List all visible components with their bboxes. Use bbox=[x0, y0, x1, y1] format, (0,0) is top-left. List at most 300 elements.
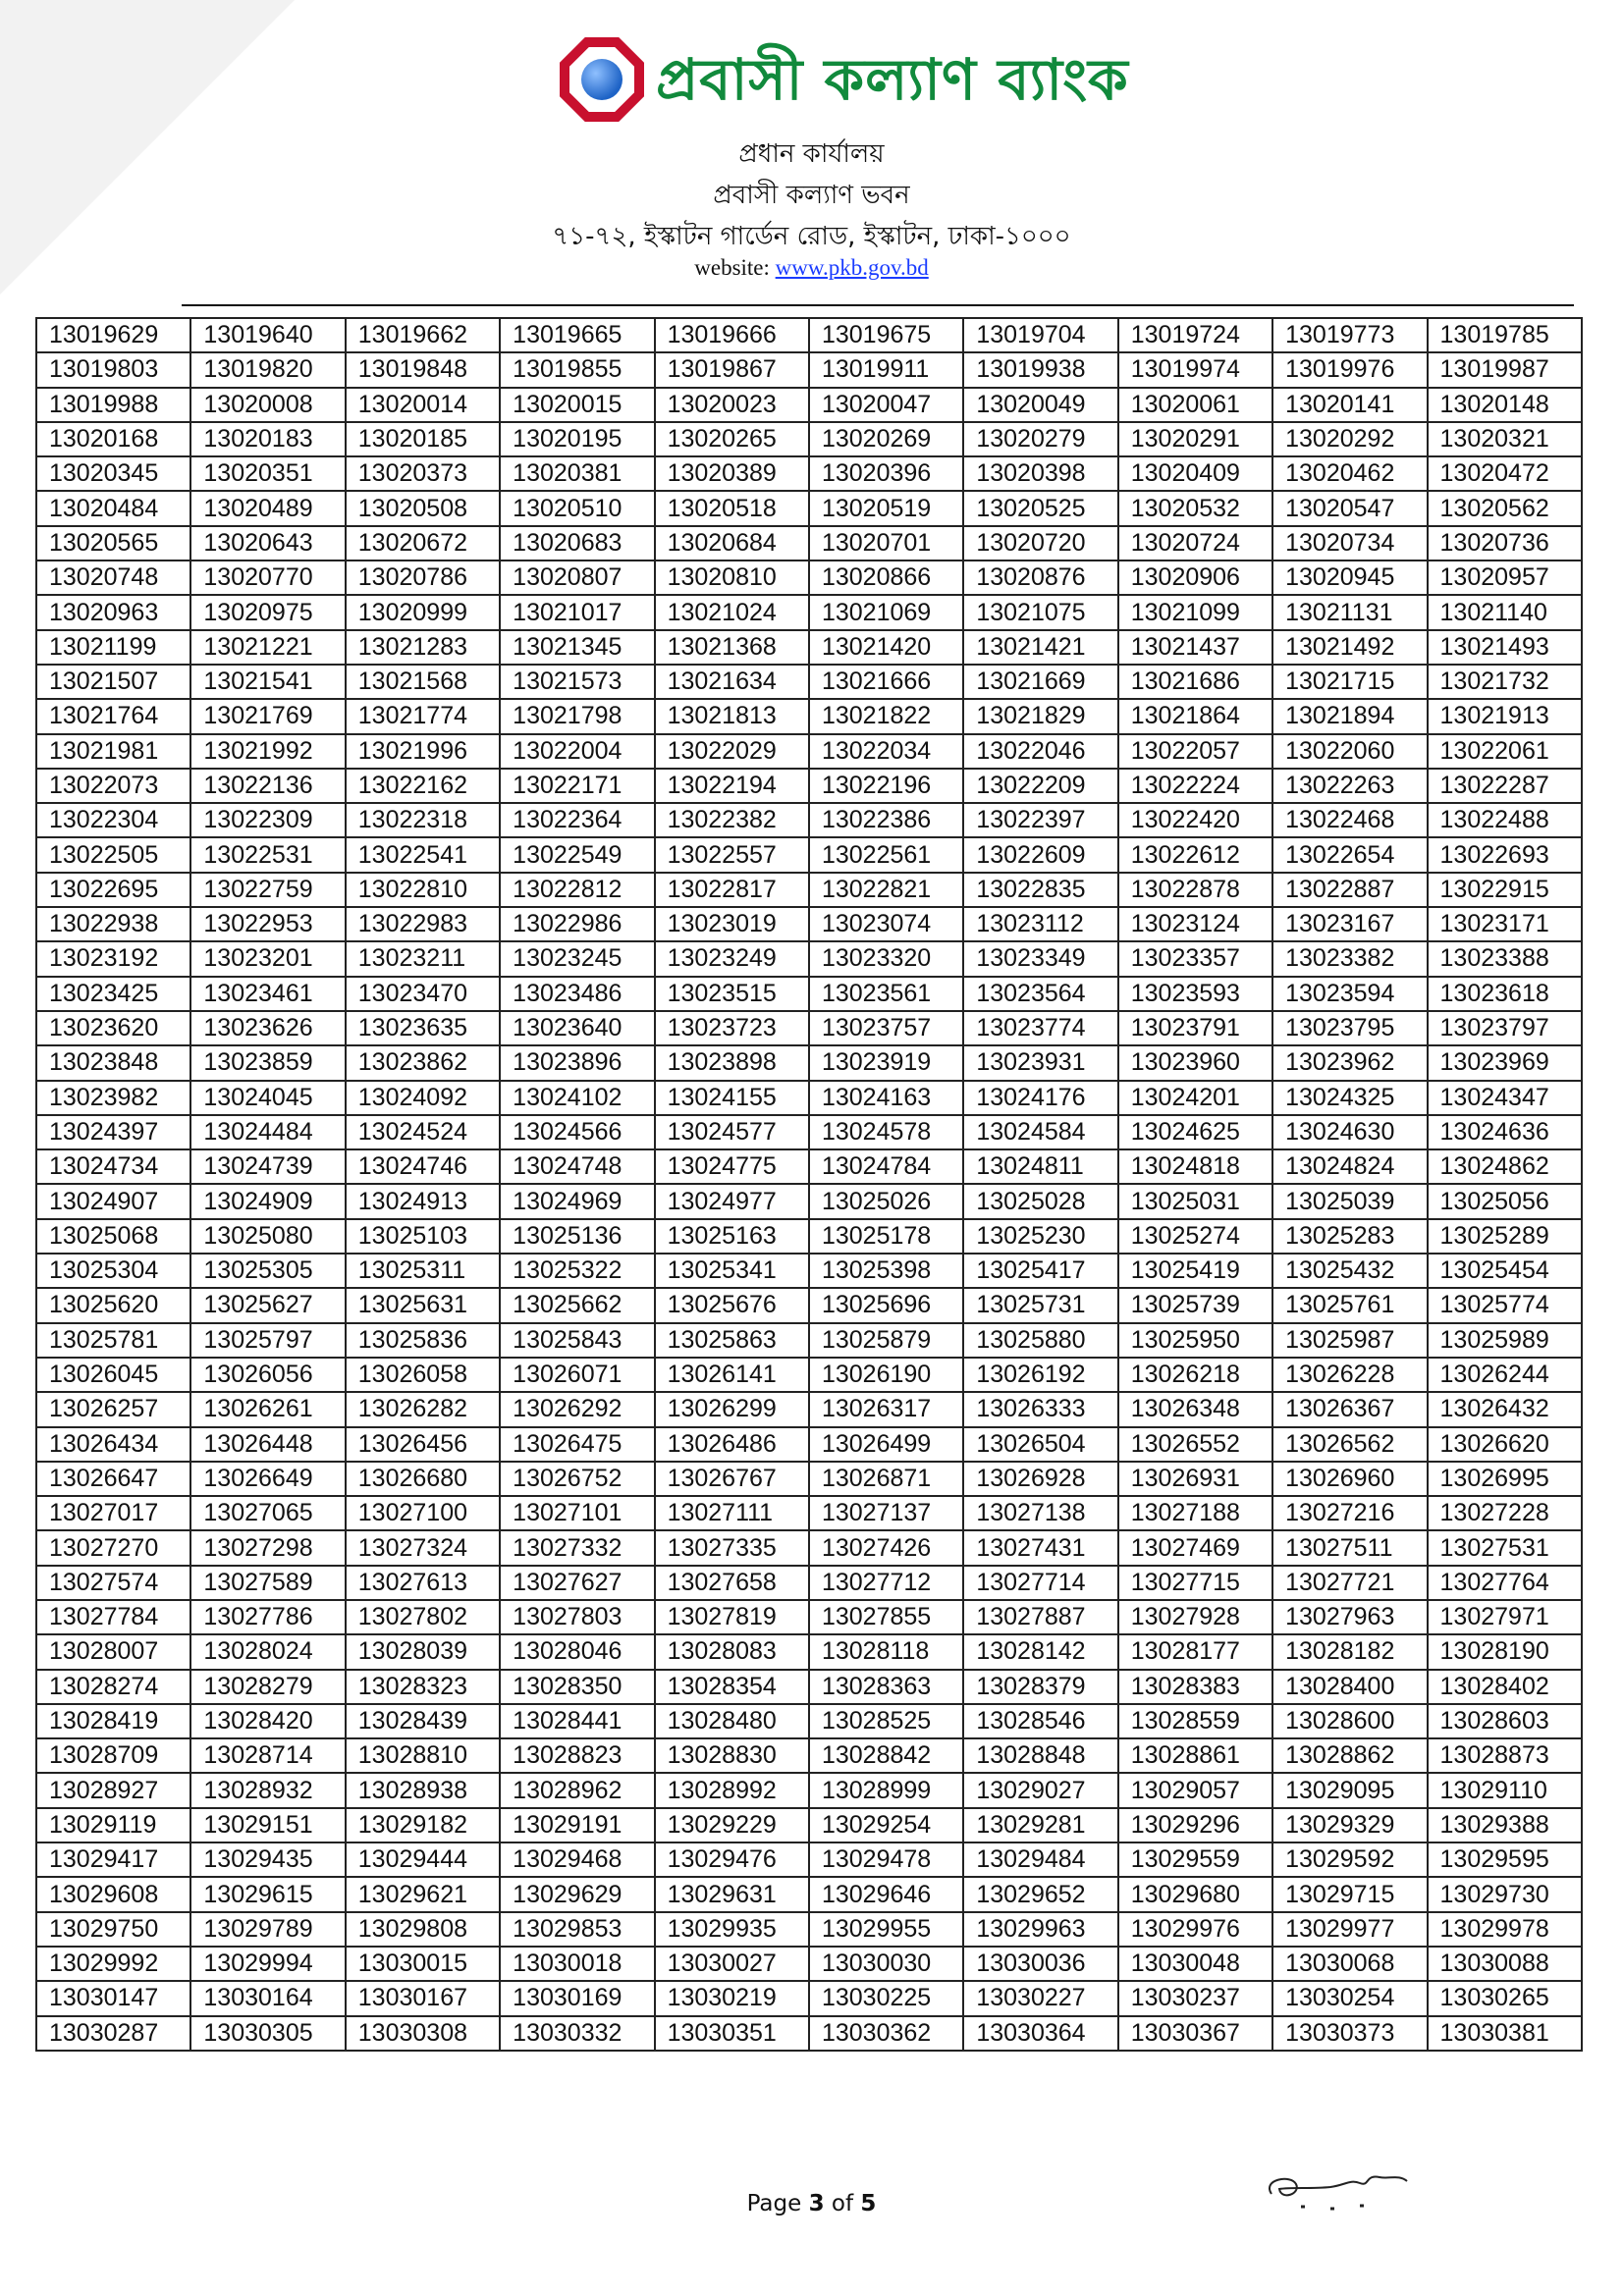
table-cell: 13020876 bbox=[963, 561, 1117, 595]
table-row bbox=[36, 526, 1582, 561]
table-cell: 13026928 bbox=[963, 1462, 1117, 1496]
table-row bbox=[36, 1288, 1582, 1322]
table-cell: 13020292 bbox=[1272, 422, 1427, 456]
table-cell: 13020643 bbox=[190, 526, 345, 561]
table-cell: 13025274 bbox=[1118, 1219, 1272, 1254]
table-cell: 13026432 bbox=[1428, 1392, 1582, 1426]
table-cell: 13021492 bbox=[1272, 630, 1427, 665]
table-cell: 13024977 bbox=[655, 1184, 809, 1218]
table-cell: 13029631 bbox=[655, 1877, 809, 1911]
table-cell: 13021634 bbox=[655, 665, 809, 699]
table-cell: 13025731 bbox=[963, 1288, 1117, 1322]
table-cell: 13021669 bbox=[963, 665, 1117, 699]
table-cell: 13022609 bbox=[963, 837, 1117, 872]
table-row bbox=[36, 1184, 1582, 1218]
table-cell: 13020014 bbox=[346, 388, 500, 422]
table-cell: 13026071 bbox=[500, 1358, 654, 1392]
table-cell: 13025696 bbox=[809, 1288, 963, 1322]
table-cell: 13027531 bbox=[1428, 1530, 1582, 1565]
table-cell: 13020484 bbox=[36, 491, 190, 525]
table-cell: 13022654 bbox=[1272, 837, 1427, 872]
page-of: of bbox=[824, 2191, 861, 2216]
table-cell: 13023960 bbox=[1118, 1045, 1272, 1080]
table-cell: 13020720 bbox=[963, 526, 1117, 561]
table-cell: 13022541 bbox=[346, 837, 500, 872]
table-cell: 13022812 bbox=[500, 873, 654, 907]
table-cell: 13030362 bbox=[809, 2016, 963, 2051]
table-cell: 13025178 bbox=[809, 1219, 963, 1254]
table-cell: 13027574 bbox=[36, 1566, 190, 1600]
table-cell: 13020195 bbox=[500, 422, 654, 456]
table-cell: 13027589 bbox=[190, 1566, 345, 1600]
table-cell: 13030015 bbox=[346, 1947, 500, 1981]
table-cell: 13030265 bbox=[1428, 1981, 1582, 2015]
page-indicator bbox=[0, 2191, 1623, 2216]
table-cell: 13020396 bbox=[809, 456, 963, 491]
table-cell: 13020008 bbox=[190, 388, 345, 422]
table-cell: 13028379 bbox=[963, 1670, 1117, 1704]
table-cell: 13028441 bbox=[500, 1704, 654, 1738]
table-cell: 13028999 bbox=[809, 1773, 963, 1807]
table-cell: 13026931 bbox=[1118, 1462, 1272, 1496]
table-cell: 13020547 bbox=[1272, 491, 1427, 525]
table-cell: 13025879 bbox=[809, 1323, 963, 1358]
table-cell: 13030227 bbox=[963, 1981, 1117, 2015]
table-cell: 13019820 bbox=[190, 352, 345, 387]
table-cell: 13021774 bbox=[346, 699, 500, 733]
table-cell: 13024734 bbox=[36, 1149, 190, 1184]
table-row bbox=[36, 422, 1582, 456]
table-row bbox=[36, 1773, 1582, 1807]
table-cell: 13029629 bbox=[500, 1877, 654, 1911]
table-cell: 13028603 bbox=[1428, 1704, 1582, 1738]
table-cell: 13021024 bbox=[655, 595, 809, 629]
table-cell: 13028039 bbox=[346, 1634, 500, 1669]
table-cell: 13027887 bbox=[963, 1600, 1117, 1634]
table-cell: 13021829 bbox=[963, 699, 1117, 733]
table-row bbox=[36, 977, 1582, 1011]
table-cell: 13022397 bbox=[963, 803, 1117, 837]
table-cell: 13029750 bbox=[36, 1912, 190, 1947]
table-cell: 13021099 bbox=[1118, 595, 1272, 629]
table-cell: 13021131 bbox=[1272, 595, 1427, 629]
table-cell: 13025987 bbox=[1272, 1323, 1427, 1358]
table-cell: 13023982 bbox=[36, 1081, 190, 1115]
table-cell: 13025136 bbox=[500, 1219, 654, 1254]
table-cell: 13028480 bbox=[655, 1704, 809, 1738]
table-cell: 13024347 bbox=[1428, 1081, 1582, 1115]
table-cell: 13027270 bbox=[36, 1530, 190, 1565]
table-cell: 13028714 bbox=[190, 1738, 345, 1773]
table-cell: 13024484 bbox=[190, 1115, 345, 1149]
table-cell: 13027803 bbox=[500, 1600, 654, 1634]
table-cell: 13030167 bbox=[346, 1981, 500, 2015]
table-row bbox=[36, 595, 1582, 629]
table-cell: 13025627 bbox=[190, 1288, 345, 1322]
table-cell: 13023896 bbox=[500, 1045, 654, 1080]
table-cell: 13022034 bbox=[809, 734, 963, 769]
table-cell: 13027971 bbox=[1428, 1600, 1582, 1634]
table-cell: 13020508 bbox=[346, 491, 500, 525]
table-cell: 13019987 bbox=[1428, 352, 1582, 387]
table-cell: 13021507 bbox=[36, 665, 190, 699]
table-cell: 13028274 bbox=[36, 1670, 190, 1704]
table-cell: 13027188 bbox=[1118, 1496, 1272, 1530]
table-cell: 13020510 bbox=[500, 491, 654, 525]
table-cell: 13019666 bbox=[655, 318, 809, 352]
table-cell: 13025031 bbox=[1118, 1184, 1272, 1218]
table-cell: 13020734 bbox=[1272, 526, 1427, 561]
table-cell: 13019988 bbox=[36, 388, 190, 422]
table-row bbox=[36, 1427, 1582, 1462]
table-cell: 13027332 bbox=[500, 1530, 654, 1565]
table-cell: 13020807 bbox=[500, 561, 654, 595]
table-cell: 13028350 bbox=[500, 1670, 654, 1704]
table-cell: 13021568 bbox=[346, 665, 500, 699]
table-cell: 13023425 bbox=[36, 977, 190, 1011]
table-cell: 13029853 bbox=[500, 1912, 654, 1947]
table-row bbox=[36, 318, 1582, 352]
table-cell: 13019938 bbox=[963, 352, 1117, 387]
table-cell: 13025989 bbox=[1428, 1323, 1582, 1358]
table-cell: 13029182 bbox=[346, 1808, 500, 1842]
table-cell: 13022549 bbox=[500, 837, 654, 872]
table-row bbox=[36, 665, 1582, 699]
table-cell: 13024163 bbox=[809, 1081, 963, 1115]
table-cell: 13029191 bbox=[500, 1808, 654, 1842]
table-cell: 13025863 bbox=[655, 1323, 809, 1358]
table-cell: 13026333 bbox=[963, 1392, 1117, 1426]
table-cell: 13020518 bbox=[655, 491, 809, 525]
table-cell: 13023515 bbox=[655, 977, 809, 1011]
table-cell: 13027855 bbox=[809, 1600, 963, 1634]
table-cell: 13030147 bbox=[36, 1981, 190, 2015]
table-cell: 13020532 bbox=[1118, 491, 1272, 525]
table-cell: 13025163 bbox=[655, 1219, 809, 1254]
table-cell: 13021420 bbox=[809, 630, 963, 665]
table-cell: 13027784 bbox=[36, 1600, 190, 1634]
table-cell: 13029976 bbox=[1118, 1912, 1272, 1947]
page-total: 5 bbox=[860, 2191, 877, 2216]
table-row bbox=[36, 1323, 1582, 1358]
table-cell: 13027100 bbox=[346, 1496, 500, 1530]
address-line: ৭১-৭২, ইস্কাটন গার্ডেন রোড, ইস্কাটন, ঢাকা-১০০০ bbox=[552, 222, 1071, 251]
table-cell: 13023245 bbox=[500, 941, 654, 976]
table-cell: 13020672 bbox=[346, 526, 500, 561]
table-cell: 13028083 bbox=[655, 1634, 809, 1669]
table-cell: 13026562 bbox=[1272, 1427, 1427, 1462]
table-cell: 13023124 bbox=[1118, 907, 1272, 941]
table-cell: 13023357 bbox=[1118, 941, 1272, 976]
table-row bbox=[36, 1877, 1582, 1911]
table-cell: 13023962 bbox=[1272, 1045, 1427, 1080]
table-cell: 13029151 bbox=[190, 1808, 345, 1842]
table-cell: 13028024 bbox=[190, 1634, 345, 1669]
website-link[interactable]: www.pkb.gov.bd bbox=[775, 255, 929, 280]
table-cell: 13021813 bbox=[655, 699, 809, 733]
table-cell: 13025398 bbox=[809, 1254, 963, 1288]
table-cell: 13029715 bbox=[1272, 1877, 1427, 1911]
table-cell: 13029296 bbox=[1118, 1808, 1272, 1842]
table-cell: 13020351 bbox=[190, 456, 345, 491]
table-cell: 13025739 bbox=[1118, 1288, 1272, 1322]
table-row bbox=[36, 1738, 1582, 1773]
table-cell: 13019803 bbox=[36, 352, 190, 387]
table-cell: 13023593 bbox=[1118, 977, 1272, 1011]
table-cell: 13023723 bbox=[655, 1011, 809, 1045]
table-row bbox=[36, 1981, 1582, 2015]
table-cell: 13020975 bbox=[190, 595, 345, 629]
table-cell: 13022194 bbox=[655, 769, 809, 803]
table-cell: 13022810 bbox=[346, 873, 500, 907]
table-row bbox=[36, 1947, 1582, 1981]
table-cell: 13026649 bbox=[190, 1462, 345, 1496]
table-row bbox=[36, 1842, 1582, 1877]
table-cell: 13022561 bbox=[809, 837, 963, 872]
table-cell: 13020291 bbox=[1118, 422, 1272, 456]
table-cell: 13022938 bbox=[36, 907, 190, 941]
website-line bbox=[0, 255, 1623, 281]
table-cell: 13023211 bbox=[346, 941, 500, 976]
table-cell: 13020265 bbox=[655, 422, 809, 456]
table-cell: 13020381 bbox=[500, 456, 654, 491]
table-cell: 13022488 bbox=[1428, 803, 1582, 837]
table-row bbox=[36, 456, 1582, 491]
table-cell: 13027324 bbox=[346, 1530, 500, 1565]
table-cell: 13024577 bbox=[655, 1115, 809, 1149]
table-cell: 13029329 bbox=[1272, 1808, 1427, 1842]
table-cell: 13027469 bbox=[1118, 1530, 1272, 1565]
table-cell: 13022309 bbox=[190, 803, 345, 837]
table-cell: 13021666 bbox=[809, 665, 963, 699]
table-cell: 13025950 bbox=[1118, 1323, 1272, 1358]
table-cell: 13026228 bbox=[1272, 1358, 1427, 1392]
table-cell: 13028873 bbox=[1428, 1738, 1582, 1773]
table-cell: 13021573 bbox=[500, 665, 654, 699]
table-cell: 13028823 bbox=[500, 1738, 654, 1773]
table-cell: 13026045 bbox=[36, 1358, 190, 1392]
table-cell: 13027963 bbox=[1272, 1600, 1427, 1634]
table-cell: 13029444 bbox=[346, 1842, 500, 1877]
table-cell: 13019867 bbox=[655, 352, 809, 387]
table-cell: 13026056 bbox=[190, 1358, 345, 1392]
table-cell: 13023019 bbox=[655, 907, 809, 941]
table-cell: 13021732 bbox=[1428, 665, 1582, 699]
table-cell: 13020562 bbox=[1428, 491, 1582, 525]
table-cell: 13025305 bbox=[190, 1254, 345, 1288]
table-row bbox=[36, 1600, 1582, 1634]
table-cell: 13023635 bbox=[346, 1011, 500, 1045]
table-cell: 13026680 bbox=[346, 1462, 500, 1496]
table-cell: 13021069 bbox=[809, 595, 963, 629]
table-cell: 13028046 bbox=[500, 1634, 654, 1669]
table-row bbox=[36, 561, 1582, 595]
table-cell: 13029730 bbox=[1428, 1877, 1582, 1911]
table-cell: 13029978 bbox=[1428, 1912, 1582, 1947]
table-cell: 13021798 bbox=[500, 699, 654, 733]
table-cell: 13029027 bbox=[963, 1773, 1117, 1807]
table-row bbox=[36, 1011, 1582, 1045]
table-cell: 13025068 bbox=[36, 1219, 190, 1254]
table-cell: 13023192 bbox=[36, 941, 190, 976]
table-cell: 13025417 bbox=[963, 1254, 1117, 1288]
table-cell: 13024913 bbox=[346, 1184, 500, 1218]
table-cell: 13024811 bbox=[963, 1149, 1117, 1184]
table-cell: 13029652 bbox=[963, 1877, 1117, 1911]
table-cell: 13026244 bbox=[1428, 1358, 1582, 1392]
table-cell: 13020047 bbox=[809, 388, 963, 422]
table-cell: 13027802 bbox=[346, 1600, 500, 1634]
table-row bbox=[36, 1081, 1582, 1115]
table-cell: 13022821 bbox=[809, 873, 963, 907]
table-cell: 13022287 bbox=[1428, 769, 1582, 803]
table-cell: 13022136 bbox=[190, 769, 345, 803]
table-cell: 13024201 bbox=[1118, 1081, 1272, 1115]
table-cell: 13020489 bbox=[190, 491, 345, 525]
table-cell: 13028142 bbox=[963, 1634, 1117, 1669]
table-cell: 13022364 bbox=[500, 803, 654, 837]
table-cell: 13025676 bbox=[655, 1288, 809, 1322]
table-cell: 13030381 bbox=[1428, 2016, 1582, 2051]
table-cell: 13029935 bbox=[655, 1912, 809, 1947]
table-cell: 13029646 bbox=[809, 1877, 963, 1911]
table-cell: 13025774 bbox=[1428, 1288, 1582, 1322]
table-cell: 13022073 bbox=[36, 769, 190, 803]
table-row bbox=[36, 1219, 1582, 1254]
table-cell: 13022693 bbox=[1428, 837, 1582, 872]
table-cell: 13021421 bbox=[963, 630, 1117, 665]
table-cell: 13023349 bbox=[963, 941, 1117, 976]
table-cell: 13030332 bbox=[500, 2016, 654, 2051]
table-cell: 13026282 bbox=[346, 1392, 500, 1426]
table-cell: 13022224 bbox=[1118, 769, 1272, 803]
table-cell: 13021221 bbox=[190, 630, 345, 665]
table-cell: 13021996 bbox=[346, 734, 500, 769]
table-cell: 13020015 bbox=[500, 388, 654, 422]
table-cell: 13023249 bbox=[655, 941, 809, 976]
table-cell: 13029595 bbox=[1428, 1842, 1582, 1877]
table-cell: 13027101 bbox=[500, 1496, 654, 1530]
table-cell: 13029468 bbox=[500, 1842, 654, 1877]
table-cell: 13023862 bbox=[346, 1045, 500, 1080]
table-cell: 13020519 bbox=[809, 491, 963, 525]
table-cell: 13024176 bbox=[963, 1081, 1117, 1115]
table-row bbox=[36, 1496, 1582, 1530]
table-cell: 13029608 bbox=[36, 1877, 190, 1911]
table-row bbox=[36, 1392, 1582, 1426]
table-cell: 13020866 bbox=[809, 561, 963, 595]
table-row bbox=[36, 941, 1582, 976]
table-cell: 13030254 bbox=[1272, 1981, 1427, 2015]
table-cell: 13023320 bbox=[809, 941, 963, 976]
table-cell: 13026299 bbox=[655, 1392, 809, 1426]
table-cell: 13029254 bbox=[809, 1808, 963, 1842]
table-cell: 13027714 bbox=[963, 1566, 1117, 1600]
table-row bbox=[36, 803, 1582, 837]
table-cell: 13021769 bbox=[190, 699, 345, 733]
table-cell: 13020398 bbox=[963, 456, 1117, 491]
table-cell: 13029789 bbox=[190, 1912, 345, 1947]
table-cell: 13020748 bbox=[36, 561, 190, 595]
table-cell: 13026767 bbox=[655, 1462, 809, 1496]
table-cell: 13026620 bbox=[1428, 1427, 1582, 1462]
table-cell: 13022420 bbox=[1118, 803, 1272, 837]
table-cell: 13028810 bbox=[346, 1738, 500, 1773]
table-cell: 13029110 bbox=[1428, 1773, 1582, 1807]
table-cell: 13024824 bbox=[1272, 1149, 1427, 1184]
table-cell: 13022835 bbox=[963, 873, 1117, 907]
table-cell: 13028383 bbox=[1118, 1670, 1272, 1704]
number-table bbox=[35, 317, 1583, 2052]
table-cell: 13021199 bbox=[36, 630, 190, 665]
table-cell: 13030351 bbox=[655, 2016, 809, 2051]
table-cell: 13028279 bbox=[190, 1670, 345, 1704]
table-row bbox=[36, 873, 1582, 907]
table-cell: 13030068 bbox=[1272, 1947, 1427, 1981]
table-cell: 13030373 bbox=[1272, 2016, 1427, 2051]
table-cell: 13024584 bbox=[963, 1115, 1117, 1149]
table-cell: 13022759 bbox=[190, 873, 345, 907]
table-cell: 13025039 bbox=[1272, 1184, 1427, 1218]
table-cell: 13026486 bbox=[655, 1427, 809, 1462]
table-cell: 13020472 bbox=[1428, 456, 1582, 491]
table-cell: 13025289 bbox=[1428, 1219, 1582, 1254]
table-row bbox=[36, 1808, 1582, 1842]
table-cell: 13021017 bbox=[500, 595, 654, 629]
table-cell: 13027819 bbox=[655, 1600, 809, 1634]
table-cell: 13024092 bbox=[346, 1081, 500, 1115]
table-cell: 13023618 bbox=[1428, 977, 1582, 1011]
table-cell: 13022162 bbox=[346, 769, 500, 803]
table-cell: 13026504 bbox=[963, 1427, 1117, 1462]
table-cell: 13030364 bbox=[963, 2016, 1117, 2051]
table-cell: 13026647 bbox=[36, 1462, 190, 1496]
table-cell: 13020736 bbox=[1428, 526, 1582, 561]
table-cell: 13026218 bbox=[1118, 1358, 1272, 1392]
table-cell: 13021368 bbox=[655, 630, 809, 665]
table-cell: 13021913 bbox=[1428, 699, 1582, 733]
table-cell: 13020409 bbox=[1118, 456, 1272, 491]
table-cell: 13024155 bbox=[655, 1081, 809, 1115]
table-cell: 13020963 bbox=[36, 595, 190, 629]
table-cell: 13025662 bbox=[500, 1288, 654, 1322]
table-cell: 13029955 bbox=[809, 1912, 963, 1947]
table-cell: 13022171 bbox=[500, 769, 654, 803]
table-cell: 13023201 bbox=[190, 941, 345, 976]
table-cell: 13023640 bbox=[500, 1011, 654, 1045]
table-cell: 13022983 bbox=[346, 907, 500, 941]
table-cell: 13025026 bbox=[809, 1184, 963, 1218]
table-cell: 13022915 bbox=[1428, 873, 1582, 907]
table-cell: 13027111 bbox=[655, 1496, 809, 1530]
table-cell: 13028177 bbox=[1118, 1634, 1272, 1669]
table-cell: 13029977 bbox=[1272, 1912, 1427, 1947]
table-cell: 13020684 bbox=[655, 526, 809, 561]
table-cell: 13028400 bbox=[1272, 1670, 1427, 1704]
table-cell: 13024739 bbox=[190, 1149, 345, 1184]
table-cell: 13023112 bbox=[963, 907, 1117, 941]
table-cell: 13022695 bbox=[36, 873, 190, 907]
table-cell: 13023931 bbox=[963, 1045, 1117, 1080]
table-cell: 13019976 bbox=[1272, 352, 1427, 387]
table-cell: 13028830 bbox=[655, 1738, 809, 1773]
table-row bbox=[36, 1566, 1582, 1600]
table-cell: 13023795 bbox=[1272, 1011, 1427, 1045]
table-cell: 13020906 bbox=[1118, 561, 1272, 595]
table-cell: 13028927 bbox=[36, 1773, 190, 1807]
table-cell: 13023620 bbox=[36, 1011, 190, 1045]
table-cell: 13026348 bbox=[1118, 1392, 1272, 1426]
